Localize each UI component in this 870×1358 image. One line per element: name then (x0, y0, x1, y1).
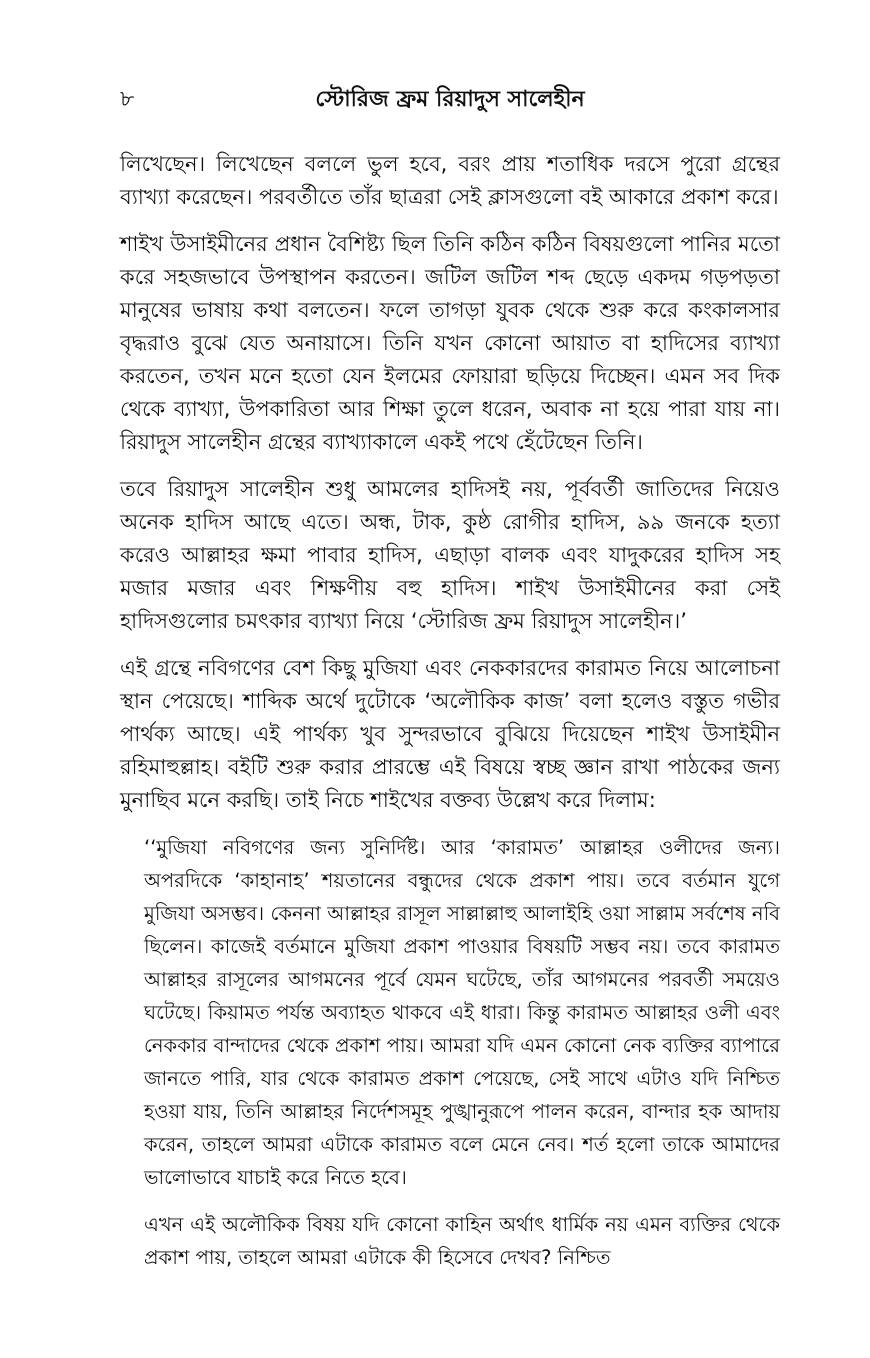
paragraph-2: শাইখ উসাইমীনের প্রধান বৈশিষ্ট্য ছিল তিনি কঠিন কঠিন বিষয়গুলো পানির মতো করে সহজভাবে উপস্থাপন করতেন। জটিল জটিল শব্দ ছেড়ে একদম গড়পড়তা মানুষের ভাষায় কথা বলতেন। ফলে তাগড়া যুবক থেকে শুরু করে কংকালসার বৃদ্ধরাও বুঝে যেত অনায়াসে। তিনি যখন কোনো আয়াত বা হাদিসের ব্যাখ্যা করতেন, তখন মনে হতো যেন ইলমের ফোয়ারা ছড়িয়ে দিচ্ছেন। এমন সব দিক থেকে ব্যাখ্যা, উপকারিতা আর শিক্ষা তুলে ধরেন, অবাক না হয়ে পারা যায় না। রিয়াদুস সালেহীন গ্রন্থের ব্যাখ্যাকালে একই পথে হেঁটেছেন তিনি। (120, 232, 780, 454)
book-title: স্টোরিজ ফ্রম রিয়াদুস সালেহীন (315, 87, 585, 112)
body-text (120, 148, 780, 1288)
quote-paragraph-1: ‘‘মুজিযা নবিগণের জন্য সুনির্দিষ্ট। আর ‘কারামত’ আল্লাহর ওলীদের জন্য। অপরদিকে ‘কাহানাহ’ শয়তানের বন্ধুদের থেকে প্রকাশ পায়। তবে বর্তমান যুগে মুজিযা অসম্ভব। কেননা আল্লাহর রাসূল সাল্লাল্লাহু আলাইহি ওয়া সাল্লাম সর্বশেষ নবি ছিলেন। কাজেই বর্তমানে মুজিযা প্রকাশ পাওয়ার বিষয়টি সম্ভব নয়। তবে কারামত আল্লাহর রাসূলের আগমনের পূর্বে যেমন ঘটেছে, তাঁর আগমনের পরবর্তী সময়েও ঘটেছে। কিয়ামত পর্যন্ত অব্যাহত থাকবে এই ধারা। কিন্তু কারামত আল্লাহর ওলী এবং নেককার বান্দাদের থেকে প্রকাশ পায়। আমরা যদি এমন কোনো নেক ব্যক্তির ব্যাপারে জানতে পারি, যার থেকে কারামত প্রকাশ পেয়েছে, সেই সাথে এটাও যদি নিশ্চিত হওয়া যায়, তিনি আল্লাহর নির্দেশসমূহ পুঙ্খানুরূপে পালন করেন, বান্দার হক আদায় করেন, তাহলে আমরা এটাকে কারামত বলে মেনে নেব। শর্ত হলো তাকে আমাদের ভালোভাবে যাচাই করে নিতে হবে। (144, 836, 780, 1189)
page-number: ৮ (120, 87, 135, 112)
paragraph-1: লিখেছেন। লিখেছেন বললে ভুল হবে, বরং প্রায় শতাধিক দরসে পুরো গ্রন্থের ব্যাখ্যা করেছেন। পরবর্তীতে তাঁর ছাত্ররা সেই ক্লাসগুলো বই আকারে প্রকাশ করে। (120, 152, 780, 209)
paragraph-3: তবে রিয়াদুস সালেহীন শুধু আমলের হাদিসই নয়, পূর্ববর্তী জাতিদের নিয়েও অনেক হাদিস আছে এতে। অন্ধ, টাক, কুষ্ঠ রোগীর হাদিস, ৯৯ জনকে হত্যা করেও আল্লাহর ক্ষমা পাবার হাদিস, এছাড়া বালক এবং যাদুকরের হাদিস সহ মজার মজার এবং শিক্ষণীয় বহু হাদিস। শাইখ উসাইমীনের করা সেই হাদিসগুলোর চমৎকার ব্যাখ্যা নিয়ে ‘স্টোরিজ ফ্রম রিয়াদুস সালেহীন।’ (120, 477, 780, 633)
quote-paragraph-2: এখন এই অলৌকিক বিষয় যদি কোনো কাহিন অর্থাৎ ধার্মিক নয় এমন ব্যক্তির থেকে প্রকাশ পায়, তাহলে আমরা এটাকে কী হিসেবে দেখব? নিশ্চিত (144, 1213, 780, 1269)
paragraph-4: এই গ্রন্থে নবিগণের বেশ কিছু মুজিযা এবং নেককারদের কারামত নিয়ে আলোচনা স্থান পেয়েছে। শাব্দিক অর্থে দুটোকে ‘অলৌকিক কাজ’ বলা হলেও বস্তুত গভীর পার্থক্য আছে। এই পার্থক্য খুব সুন্দরভাবে বুঝিয়ে দিয়েছেন শাইখ উসাইমীন রহিমাহুল্লাহ। বইটি শুরু করার প্রারম্ভে এই বিষয়ে স্বচ্ছ জ্ঞান রাখা পাঠকের জন্য মুনাছিব মনে করছি। তাই নিচে শাইখের বক্তব্য উল্লেখ করে দিলাম: (120, 656, 780, 812)
running-header (120, 88, 780, 118)
